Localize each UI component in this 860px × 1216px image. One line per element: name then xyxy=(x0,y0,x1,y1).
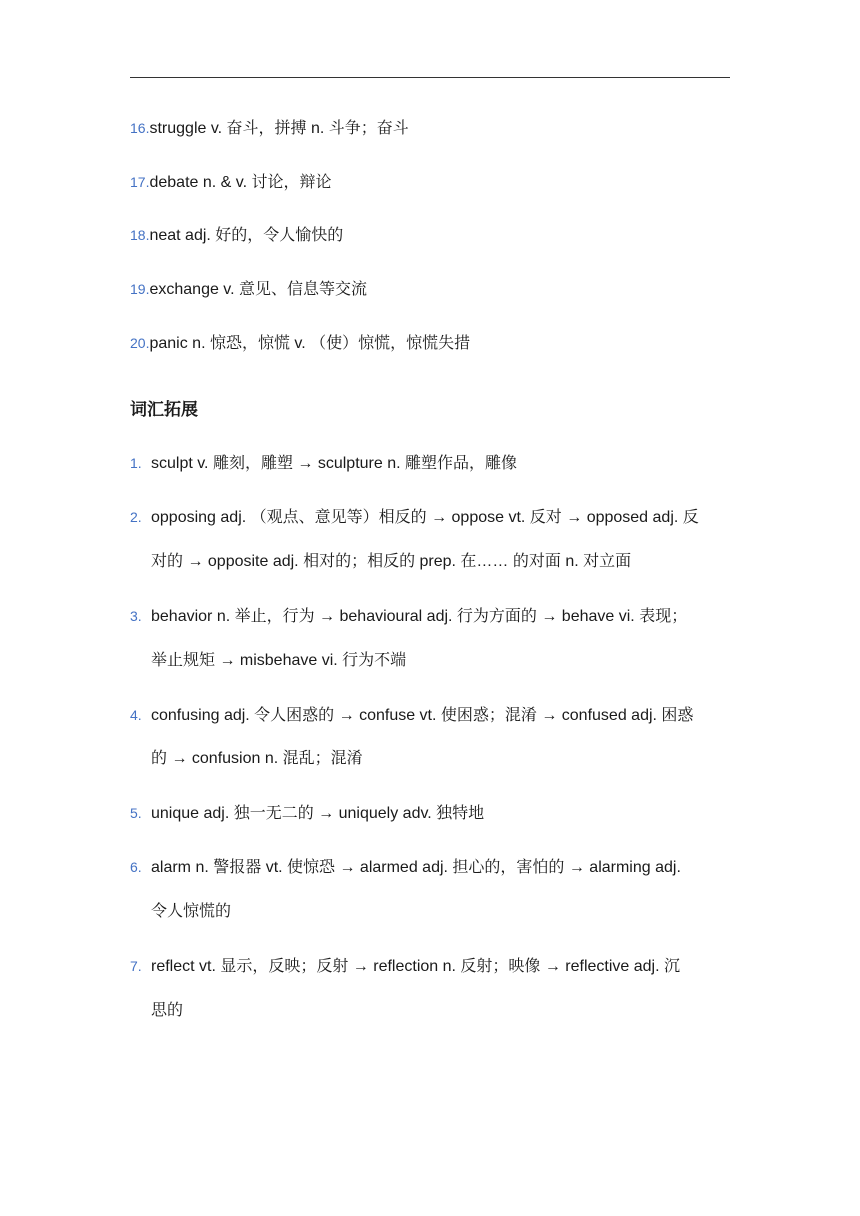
entry-number: 16. xyxy=(130,120,150,136)
entry-number: 19. xyxy=(130,281,150,297)
expansion-item-7-continued: 思的 xyxy=(151,1002,184,1019)
expansion-item-1 xyxy=(130,452,517,475)
item-line: opposing adj. （观点、意见等）相反的 → oppose vt. 反对 → opposed adj. 反 xyxy=(151,509,699,526)
item-number: 1. xyxy=(130,455,142,471)
expansion-item-6 xyxy=(130,856,681,879)
item-line: unique adj. 独一无二的 → uniquely adv. 独特地 xyxy=(151,805,485,822)
item-number: 7. xyxy=(130,958,142,974)
expansion-item-5 xyxy=(130,802,484,825)
item-number: 6. xyxy=(130,859,142,875)
expansion-item-4-continued: 的 → confusion n. 混乱；混淆 xyxy=(151,750,363,767)
item-line: behavior n. 举止，行为 → behavioural adj. 行为方面的 → behave vi. 表现； xyxy=(151,608,688,625)
expansion-item-3 xyxy=(130,605,687,628)
item-number: 2. xyxy=(130,509,142,525)
entry-text: panic n. 惊恐，惊慌 v. （使）惊慌，惊慌失措 xyxy=(149,335,471,352)
header-rule xyxy=(130,77,730,78)
expansion-item-4 xyxy=(130,704,693,727)
item-number: 5. xyxy=(130,805,142,821)
word-entry-16 xyxy=(130,117,409,140)
item-line: sculpt v. 雕刻，雕塑 → sculpture n. 雕塑作品，雕像 xyxy=(151,455,517,472)
expansion-item-2 xyxy=(130,506,699,529)
entry-text: debate n. & v. 讨论，辩论 xyxy=(149,174,332,191)
expansion-item-7 xyxy=(130,955,680,978)
entry-text: exchange v. 意见、信息等交流 xyxy=(149,281,368,298)
word-entry-18 xyxy=(130,224,343,247)
entry-text: neat adj. 好的，令人愉快的 xyxy=(149,227,344,244)
expansion-item-6-continued: 令人惊慌的 xyxy=(151,903,232,920)
entry-text: struggle v. 奋斗，拼搏 n. 斗争；奋斗 xyxy=(149,120,409,137)
word-entry-17 xyxy=(130,171,331,194)
item-number: 3. xyxy=(130,608,142,624)
expansion-item-3-continued: 举止规矩 → misbehave vi. 行为不端 xyxy=(151,652,407,669)
item-line: reflect vt. 显示，反映；反射 → reflection n. 反射；映像 → reflective adj. 沉 xyxy=(151,958,681,975)
item-number: 4. xyxy=(130,707,142,723)
word-entry-19 xyxy=(130,278,367,301)
entry-number: 17. xyxy=(130,174,150,190)
entry-number: 20. xyxy=(130,335,150,351)
item-line: confusing adj. 令人困惑的 → confuse vt. 使困惑；混淆 → confused adj. 困惑 xyxy=(151,707,694,724)
word-entry-20 xyxy=(130,332,470,355)
entry-number: 18. xyxy=(130,227,150,243)
expansion-item-2-continued: 对的 → opposite adj. 相对的；相反的 prep. 在…… 的对面 n. 对立面 xyxy=(151,553,632,570)
section-heading: 词汇拓展 xyxy=(130,400,198,419)
item-line: alarm n. 警报器 vt. 使惊恐 → alarmed adj. 担心的，害怕的 → alarming adj. xyxy=(151,859,681,876)
